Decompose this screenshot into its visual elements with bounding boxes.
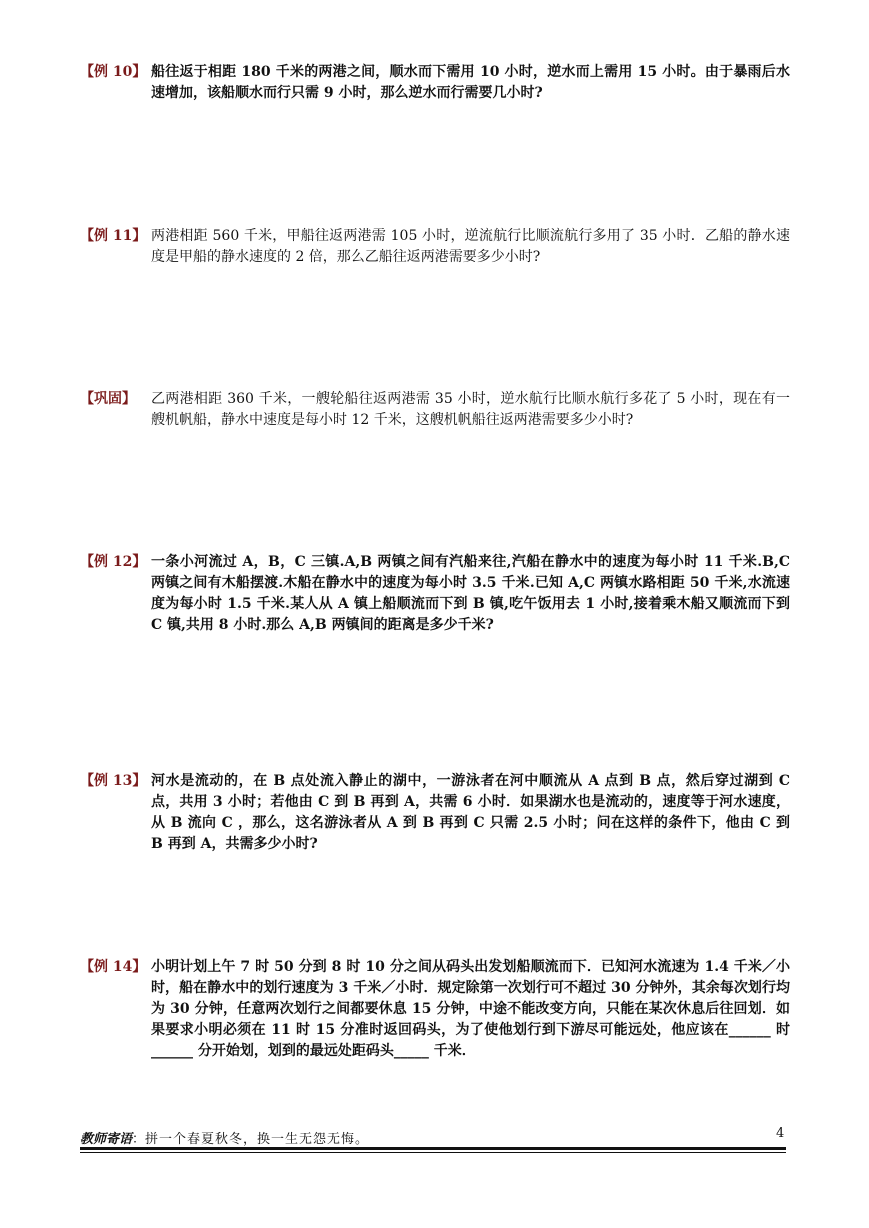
problem-14 xyxy=(80,957,790,1062)
footer-motto: 拼一个春夏秋冬，换一生无怨无悔。 xyxy=(145,1132,370,1147)
problem-13 xyxy=(80,771,790,855)
problem-text: 乙两港相距 360 千米，一艘轮船往返两港需 35 小时，逆水航行比顺水航行多花了 5 小时，现在有一艘机帆船，静水中速度是每小时 12 千米，这艘机帆船往返两港需要多少小时? xyxy=(151,391,790,428)
footer-motto-line xyxy=(80,1128,369,1147)
problem-tag: 【例 13】 xyxy=(80,773,147,789)
problem-11 xyxy=(80,226,790,268)
problem-tag: 【例 12】 xyxy=(80,554,147,570)
problem-consolidation xyxy=(80,389,790,431)
problem-tag: 【例 11】 xyxy=(80,228,147,244)
problem-10 xyxy=(80,62,790,104)
problem-text: 一条小河流过 A，B，C 三镇.A,B 两镇之间有汽船来往,汽船在静水中的速度为每小时 11 千米.B,C 两镇之间有木船摆渡.木船在静水中的速度为每小时 3.5 千米.已知 A,C 两镇水路相距 50 千米,水流速度为每小时 1.5 千米.某人从 A 镇上船顺流而下到 B 镇,吃午饭用去 1 小时,接着乘木船又顺流而下到 C 镇,共用 8 小时.那么 A,B 两镇间的距离是多少千米? xyxy=(151,554,790,633)
footer-rule-thin xyxy=(80,1152,786,1153)
problem-12 xyxy=(80,552,790,636)
problem-text: 船往返于相距 180 千米的两港之间，顺水而下需用 10 小时，逆水而上需用 15 小时。由于暴雨后水速增加，该船顺水而行只需 9 小时，那么逆水而行需要几小时? xyxy=(151,64,790,101)
problem-text: 小明计划上午 7 时 50 分到 8 时 10 分之间从码头出发划船顺流而下．已知河水流速为 1.4 千米／小时，船在静水中的划行速度为 3 千米／小时．规定除第一次划行可不超过 30 分钟外，其余每次划行均为 30 分钟，任意两次划行之间都要休息 15 分钟，中途不能改变方向，只能在某次休息后往回划．如果要求小明必须在 11 时 15 分准时返回码头，为了使他划行到下游尽可能远处，他应该在______ 时______ 分开始划，划到的最远处距码头_____ 千米． xyxy=(151,959,790,1059)
footer-label: 教师寄语 xyxy=(80,1132,133,1147)
problem-text: 河水是流动的，在 B 点处流入静止的湖中，一游泳者在河中顺流从 A 点到 B 点，然后穿过湖到 C 点，共用 3 小时；若他由 C 到 B 再到 A，共需 6 小时．如果湖水也是流动的，速度等于河水速度，从 B 流向 C ，那么，这名游泳者从 A 到 B 再到 C 只需 2.5 小时；问在这样的条件下，他由 C 到 B 再到 A，共需多少小时? xyxy=(151,773,790,852)
page-number: 4 xyxy=(776,1126,785,1141)
footer-separator: ： xyxy=(132,1132,146,1147)
problem-tag: 【例 10】 xyxy=(80,64,147,80)
problem-tag: 【巩固】 xyxy=(80,391,136,407)
footer-rule-thick xyxy=(80,1147,786,1150)
problem-tag: 【例 14】 xyxy=(80,959,147,975)
problem-text: 两港相距 560 千米，甲船往返两港需 105 小时，逆流航行比顺流航行多用了 35 小时．乙船的静水速度是甲船的静水速度的 2 倍，那么乙船往返两港需要多少小时? xyxy=(151,228,790,265)
